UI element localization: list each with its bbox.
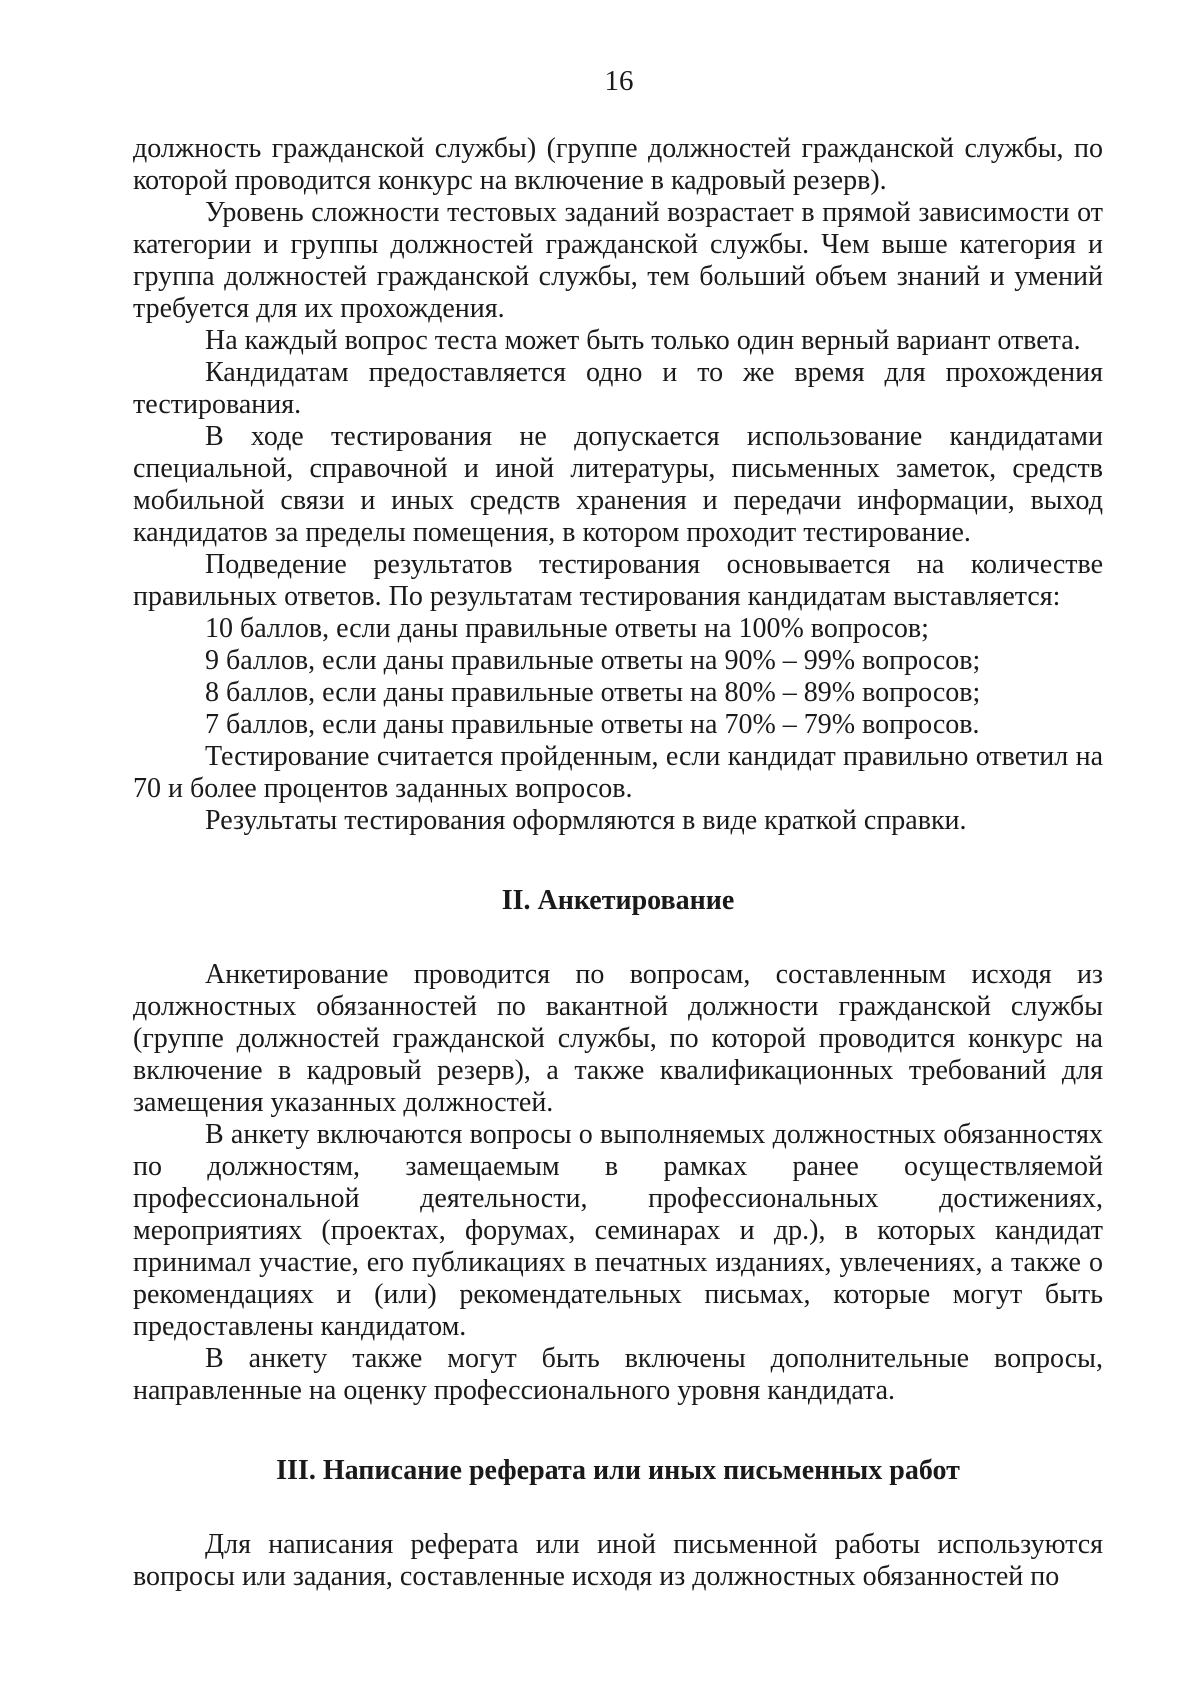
section-heading-essay: III. Написание реферата или иных письменных работ xyxy=(276,1455,960,1486)
paragraph-single-answer: На каждый вопрос теста может быть только один верный вариант ответа. xyxy=(205,325,1081,356)
list-item-score-9: 9 баллов, если даны правильные ответы на 90% – 99% вопросов; xyxy=(205,645,981,676)
paragraph-test-difficulty: Уровень сложности тестовых заданий возрастает в прямой зависимости от категории и группы должностей гражданской службы. Чем выше категория и группа должностей гражданской службы, тем больший объем знаний и умений требуется для их прохождения. xyxy=(133,197,1103,324)
paragraph-questionnaire-extra: В анкету также могут быть включены дополнительные вопросы, направленные на оценку профессионального уровня кандидата. xyxy=(133,1343,1103,1406)
paragraph-essay-questions: Для написания реферата или иной письменной работы используются вопросы или задания, составленные исходя из должностных обязанностей по xyxy=(133,1529,1103,1592)
paragraph-scoring-intro: Подведение результатов тестирования основывается на количестве правильных ответов. По результатам тестирования кандидатам выставляется: xyxy=(133,549,1103,612)
paragraph-test-rules: В ходе тестирования не допускается использование кандидатами специальной, справочной и иной литературы, письменных заметок, средств мобильной связи и иных средств хранения и передачи информации, выход кандидатов за пределы помещения, в котором проходит тестирование. xyxy=(133,421,1103,548)
page-number: 16 xyxy=(604,65,634,97)
list-item-score-7: 7 баллов, если даны правильные ответы на 70% – 79% вопросов. xyxy=(205,709,980,740)
paragraph-continuation: должность гражданской службы) (группе должностей гражданской службы, по которой проводится конкурс на включение в кадровый резерв). xyxy=(133,133,1103,196)
paragraph-questionnaire-content: В анкету включаются вопросы о выполняемых должностных обязанностях по должностям, замещаемым в рамках ранее осуществляемой профессиональной деятельности, профессиональных достижениях, мероприятиях (проектах, форумах, семинарах и др.), в которых кандидат принимал участие, его публикациях в печатных изданиях, увлечениях, а также о рекомендациях и (или) рекомендательных письмах, которые могут быть предоставлены кандидатом. xyxy=(133,1119,1103,1342)
list-item-score-10: 10 баллов, если даны правильные ответы на 100% вопросов; xyxy=(205,613,929,644)
paragraph-pass-threshold: Тестирование считается пройденным, если кандидат правильно ответил на 70 и более процентов заданных вопросов. xyxy=(133,741,1103,804)
paragraph-results-format: Результаты тестирования оформляются в виде краткой справки. xyxy=(205,805,967,836)
document-body xyxy=(133,133,1103,1593)
section-heading-questionnaire: II. Анкетирование xyxy=(501,885,735,916)
paragraph-questionnaire-basis: Анкетирование проводится по вопросам, составленным исходя из должностных обязанностей по вакантной должности гражданской службы (группе должностей гражданской службы, по которой проводится конкурс на включение в кадровый резерв), а также квалификационных требований для замещения указанных должностей. xyxy=(133,959,1103,1118)
paragraph-equal-time: Кандидатам предоставляется одно и то же время для прохождения тестирования. xyxy=(133,357,1103,420)
list-item-score-8: 8 баллов, если даны правильные ответы на 80% – 89% вопросов; xyxy=(205,677,981,708)
